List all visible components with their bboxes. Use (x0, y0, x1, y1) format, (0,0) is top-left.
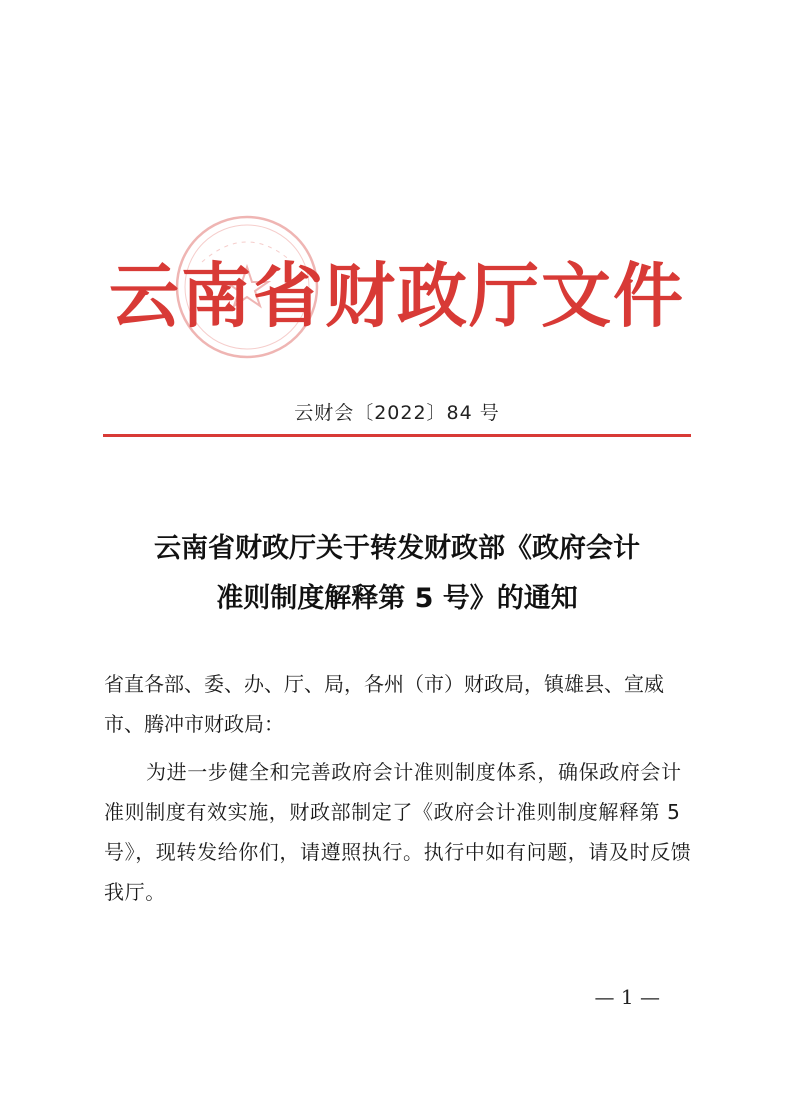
addressee: 省直各部、委、办、厅、局，各州（市）财政局，镇雄县、宣威市、腾冲市财政局： (104, 672, 664, 736)
page-number: — 1 — (594, 985, 660, 1009)
notice-title-line-1: 云南省财政厅关于转发财政部《政府会计 (154, 533, 640, 564)
document-masthead: 云南省财政厅文件 (109, 254, 685, 337)
red-divider-line (103, 434, 691, 437)
body-paragraph: 为进一步健全和完善政府会计准则制度体系，确保政府会计准则制度有效实施，财政部制定了《政府会计准则制度解释第 5 号》，现转发给你们，请遵照执行。执行中如有问题，请及时反馈我厅。 (104, 760, 692, 904)
document-number: 云财会〔2022〕84 号 (294, 402, 500, 424)
notice-title-line-2: 准则制度解释第 5 号》的通知 (216, 583, 578, 614)
